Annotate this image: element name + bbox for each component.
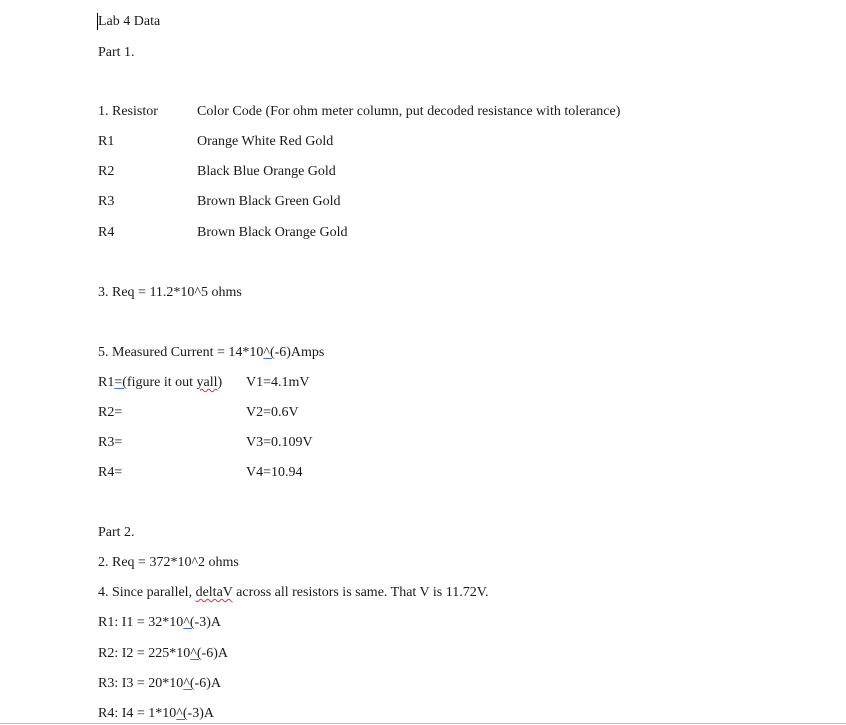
row-r4-name: R4 <box>98 225 115 240</box>
current-i1-prefix: R1: I1 = 32*10 <box>98 615 184 630</box>
grammar-mark: =( <box>114 375 127 390</box>
measured-current-suffix: -6)Amps <box>274 345 325 360</box>
v2-value: V2=0.6V <box>246 405 299 420</box>
r3-label: R3= <box>98 435 123 450</box>
r2-label: R2= <box>98 405 123 420</box>
document-title: Lab 4 Data <box>98 14 161 29</box>
row-r3-name: R3 <box>98 194 115 209</box>
parallel-post: across all resistors is same. That V is 11.72V. <box>232 585 489 600</box>
row-r2-color: Black Blue Orange Gold <box>197 164 336 179</box>
grammar-mark: ^( <box>263 345 275 360</box>
r1-note: figure it out <box>126 375 197 390</box>
row-r1-color: Orange White Red Gold <box>197 134 334 149</box>
v1-value: V1=4.1mV <box>246 375 310 390</box>
part2-heading: Part 2. <box>98 525 135 540</box>
row-r2-name: R2 <box>98 164 115 179</box>
v4-value: V4=10.94 <box>246 465 303 480</box>
current-i1-suffix: -3)A <box>194 615 221 630</box>
r4-label: R4= <box>98 465 123 480</box>
current-i3-prefix: R3: I3 = 20*10 <box>98 676 184 691</box>
row-r1-name: R1 <box>98 134 115 149</box>
grammar-mark: ^( <box>176 706 188 721</box>
row-r4-color: Brown Black Orange Gold <box>197 225 348 240</box>
current-i4 <box>98 705 214 723</box>
current-i2-suffix: -6)A <box>201 646 228 661</box>
grammar-mark: ^( <box>190 646 202 661</box>
current-i3 <box>98 675 221 693</box>
spelling-mark: yall <box>196 375 218 390</box>
part2-req: 2. Req = 372*10^2 ohms <box>98 555 239 570</box>
current-i4-prefix: R4: I4 = 1*10 <box>98 706 177 721</box>
resistor-column-header: 1. Resistor <box>98 104 158 119</box>
r1-resistance-line <box>98 374 222 392</box>
color-code-column-header: Color Code (For ohm meter column, put decoded resistance with tolerance) <box>197 104 621 119</box>
parallel-pre: 4. Since parallel, <box>98 585 196 600</box>
current-i2-prefix: R2: I2 = 225*10 <box>98 646 191 661</box>
part1-heading: Part 1. <box>98 45 135 60</box>
current-i2 <box>98 645 228 663</box>
v3-value: V3=0.109V <box>246 435 313 450</box>
current-i3-suffix: -6)A <box>194 676 221 691</box>
measured-current <box>98 344 324 362</box>
r1-note-close: ) <box>217 375 223 390</box>
r1-label: R1 <box>98 375 115 390</box>
current-i4-suffix: -3)A <box>187 706 214 721</box>
grammar-mark: ^( <box>183 615 195 630</box>
grammar-mark: ^( <box>183 676 195 691</box>
part1-req: 3. Req = 11.2*10^5 ohms <box>98 285 242 300</box>
measured-current-prefix: 5. Measured Current = 14*10 <box>98 345 264 360</box>
parallel-statement <box>98 584 489 602</box>
page-bottom-divider <box>0 723 846 724</box>
spelling-mark: deltaV <box>195 585 233 600</box>
row-r3-color: Brown Black Green Gold <box>197 194 341 209</box>
current-i1 <box>98 614 221 632</box>
